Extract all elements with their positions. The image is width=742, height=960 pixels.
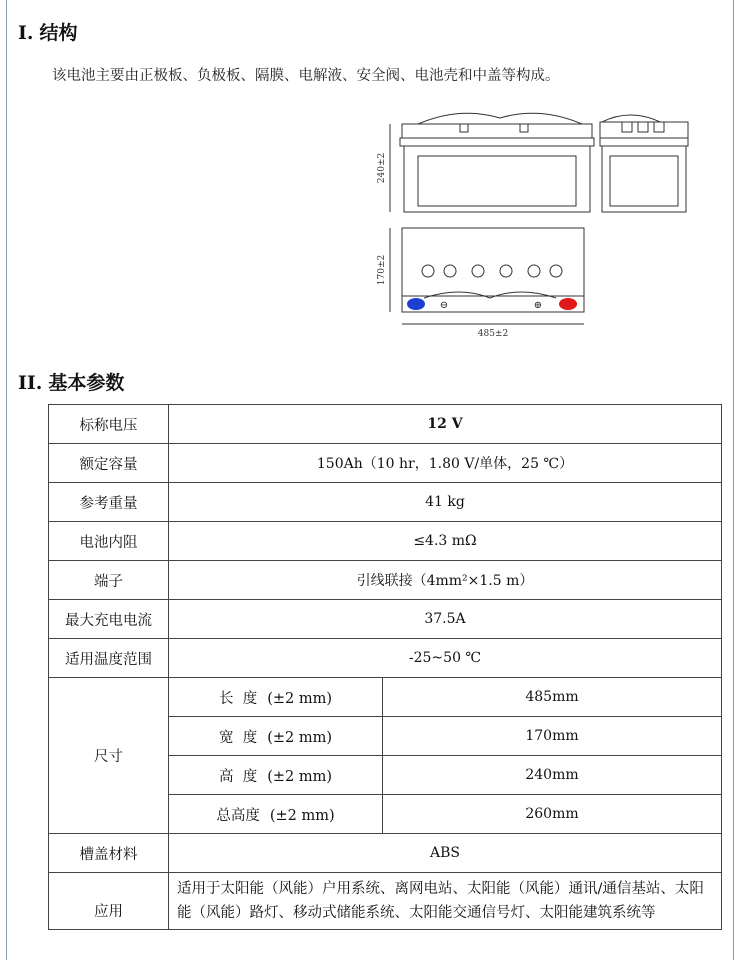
row-value: 12 V xyxy=(169,405,722,444)
size-item-tolerance: (±2 mm) xyxy=(269,807,335,824)
section-heading-parameters xyxy=(18,368,124,395)
row-label: 应用 xyxy=(49,873,169,930)
structure-description: 该电池主要由正极板、负极板、隔膜、电解液、安全阀、电池壳和中盖等构成。 xyxy=(52,68,560,84)
section-number: II. xyxy=(18,372,43,394)
row-value: 37.5A xyxy=(169,600,722,639)
size-item-tolerance: (±2 mm) xyxy=(267,768,332,785)
row-label: 参考重量 xyxy=(49,483,169,522)
positive-terminal-icon xyxy=(559,298,577,310)
row-value: ABS xyxy=(169,834,722,873)
width-dimension-label: 170±2 xyxy=(377,254,387,286)
size-item-value: 170mm xyxy=(383,717,722,756)
positive-symbol: ⊕ xyxy=(533,300,543,311)
application-text: 适用于太阳能（风能）户用系统、离网电站、太阳能（风能）通讯/通信基站、太阳能（风能）路灯、移动式储能系统、太阳能交通信号灯、太阳能建筑系统等 xyxy=(169,873,722,930)
length-dimension-label: 485±2 xyxy=(477,329,509,339)
row-label: 槽盖材料 xyxy=(49,834,169,873)
size-item-label xyxy=(169,756,383,795)
row-value: ≤4.3 mΩ xyxy=(169,522,722,561)
section-title: 基本参数 xyxy=(48,372,125,394)
section-number: I. xyxy=(18,22,34,44)
size-item-tolerance: (±2 mm) xyxy=(267,690,332,707)
row-label: 最大充电电流 xyxy=(49,600,169,639)
table-row xyxy=(49,873,722,930)
table-row xyxy=(49,834,722,873)
table-row xyxy=(49,405,722,444)
size-item-name: 高 度 xyxy=(218,768,258,785)
section-title: 结构 xyxy=(39,22,78,44)
height-dimension-label: 240±2 xyxy=(377,152,387,184)
size-item-name: 总高度 xyxy=(216,807,260,824)
side-view xyxy=(600,115,688,212)
table-row xyxy=(49,483,722,522)
negative-terminal-icon xyxy=(407,298,425,310)
front-view xyxy=(390,113,594,212)
row-value: 41 kg xyxy=(169,483,722,522)
size-item-tolerance: (±2 mm) xyxy=(267,729,332,746)
size-item-name: 宽 度 xyxy=(218,729,258,746)
section-heading-structure xyxy=(18,18,78,45)
spec-table xyxy=(48,404,722,930)
table-row xyxy=(49,522,722,561)
row-value: 150Ah（10 hr，1.80 V/单体，25 ℃） xyxy=(169,444,722,483)
size-item-value: 240mm xyxy=(383,756,722,795)
table-row xyxy=(49,678,722,717)
row-label: 额定容量 xyxy=(49,444,169,483)
table-row xyxy=(49,444,722,483)
size-item-name: 长 度 xyxy=(218,690,258,707)
row-label: 电池内阻 xyxy=(49,522,169,561)
size-item-label xyxy=(169,795,383,834)
size-item-label xyxy=(169,717,383,756)
size-label: 尺寸 xyxy=(49,678,169,834)
size-item-label xyxy=(169,678,383,717)
table-row xyxy=(49,639,722,678)
table-row xyxy=(49,561,722,600)
row-label: 端子 xyxy=(49,561,169,600)
size-item-value: 260mm xyxy=(383,795,722,834)
size-item-value: 485mm xyxy=(383,678,722,717)
battery-drawing xyxy=(360,100,700,340)
table-row xyxy=(49,600,722,639)
row-label: 适用温度范围 xyxy=(49,639,169,678)
row-value: 引线联接（4mm²×1.5 m） xyxy=(169,561,722,600)
row-label: 标称电压 xyxy=(49,405,169,444)
row-value: -25~50 ℃ xyxy=(169,639,722,678)
negative-symbol: ⊖ xyxy=(439,300,449,311)
